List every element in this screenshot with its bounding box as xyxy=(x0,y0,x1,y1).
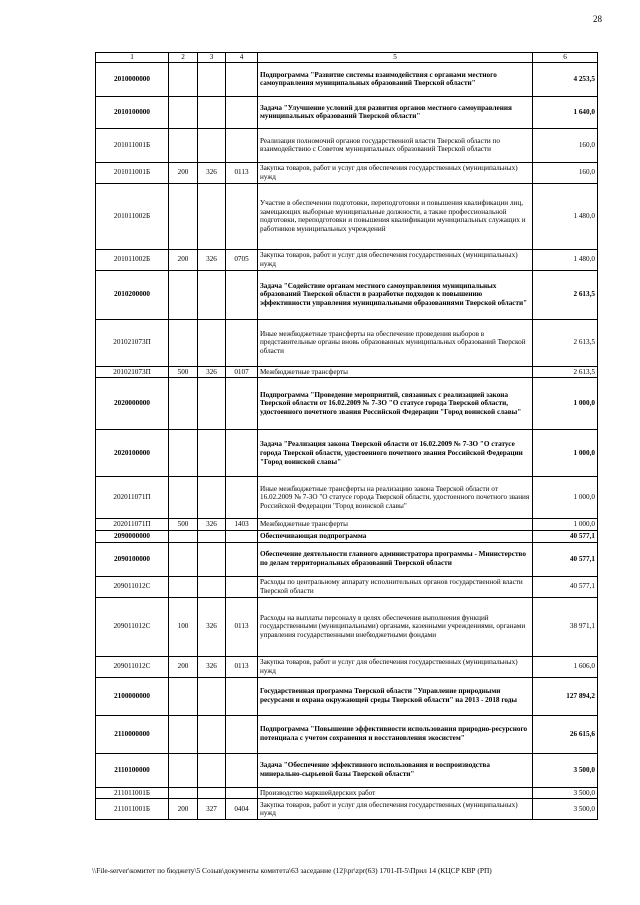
name-cell: Реализация полномочий органов государственной власти Тверской области по взаимодействию с Советом муниципальных образований Тверской области xyxy=(258,128,533,162)
ministry-code-cell xyxy=(198,62,226,96)
ministry-code-cell: 326 xyxy=(198,366,226,378)
section-cell: 0113 xyxy=(226,162,258,183)
column-header: 1 xyxy=(96,53,169,63)
name-cell: Иные межбюджетные трансферты на обеспечение проведения выборов в представительные органы вновь образованных муниципальных образований Тверской области xyxy=(258,319,533,366)
name-cell: Участие в обеспечении подготовки, переподготовки и повышения квалификации лиц, замещающих выборные муниципальные должности, а также профессиональной подготовки, переподготовки и повышения квалификации муниципальных служащих и работников муниципальных учреждений xyxy=(258,183,533,249)
expense-type-cell xyxy=(169,677,198,715)
table-row xyxy=(96,677,598,715)
amount-cell: 3 500,0 xyxy=(533,753,598,787)
ministry-code-cell xyxy=(198,430,226,477)
expense-type-cell: 500 xyxy=(169,366,198,378)
section-cell xyxy=(226,128,258,162)
code-cell: 209011012С xyxy=(96,597,169,656)
ministry-code-cell xyxy=(198,677,226,715)
ministry-code-cell: 326 xyxy=(198,519,226,531)
name-cell: Межбюджетные трансферты xyxy=(258,519,533,531)
table-body xyxy=(96,62,598,820)
name-cell: Межбюджетные трансферты xyxy=(258,366,533,378)
expense-type-cell xyxy=(169,787,198,799)
ministry-code-cell: 326 xyxy=(198,597,226,656)
table-row xyxy=(96,656,598,677)
name-cell: Обеспечивающая подпрограмма xyxy=(258,530,533,542)
ministry-code-cell: 327 xyxy=(198,799,226,820)
code-cell: 2020100000 xyxy=(96,430,169,477)
name-cell: Иные межбюджетные трансферты на реализацию закона Тверской области от 16.02.2009 № 7-ЗО "О статусе города Тверской области, удостоенного почетного звания Российской Федерации "Город воинской славы" xyxy=(258,477,533,519)
code-cell: 211011001Б xyxy=(96,787,169,799)
code-cell: 201011001Б xyxy=(96,128,169,162)
code-cell: 2010000000 xyxy=(96,62,169,96)
code-cell: 201011002Б xyxy=(96,183,169,249)
code-cell: 2100000000 xyxy=(96,677,169,715)
code-cell: 2090000000 xyxy=(96,530,169,542)
amount-cell: 3 500,0 xyxy=(533,799,598,820)
ministry-code-cell xyxy=(198,715,226,753)
expense-type-cell xyxy=(169,319,198,366)
code-cell: 209011012С xyxy=(96,656,169,677)
amount-cell: 1 000,0 xyxy=(533,378,598,430)
code-cell: 2110000000 xyxy=(96,715,169,753)
expense-type-cell: 200 xyxy=(169,162,198,183)
table-row xyxy=(96,128,598,162)
ministry-code-cell xyxy=(198,787,226,799)
section-cell xyxy=(226,753,258,787)
code-cell: 209011012С xyxy=(96,576,169,597)
amount-cell: 1 000,0 xyxy=(533,519,598,531)
page-number: 28 xyxy=(593,14,602,24)
code-cell: 201011001Б xyxy=(96,162,169,183)
expense-type-cell xyxy=(169,542,198,576)
ministry-code-cell xyxy=(198,319,226,366)
table-row xyxy=(96,319,598,366)
expense-type-cell: 200 xyxy=(169,799,198,820)
table-row xyxy=(96,597,598,656)
section-cell: 0705 xyxy=(226,249,258,270)
expense-type-cell xyxy=(169,576,198,597)
name-cell: Подпрограмма "Проведение мероприятий, связанных с реализацией закона Тверской области от 16.02.2009 № 7-ЗО "О статусе города Тверской области, удостоенного почетного звания Российской Федерации "Город воинской славы" xyxy=(258,378,533,430)
amount-cell: 2 613,5 xyxy=(533,319,598,366)
table-row xyxy=(96,378,598,430)
table-row xyxy=(96,62,598,96)
section-cell xyxy=(226,183,258,249)
amount-cell: 2 613,5 xyxy=(533,270,598,319)
code-cell: 2020000000 xyxy=(96,378,169,430)
section-cell xyxy=(226,430,258,477)
ministry-code-cell xyxy=(198,128,226,162)
expense-type-cell xyxy=(169,128,198,162)
amount-cell: 1 480,0 xyxy=(533,249,598,270)
name-cell: Закупка товаров, работ и услуг для обеспечения государственных (муниципальных) нужд xyxy=(258,656,533,677)
expense-type-cell xyxy=(169,96,198,128)
amount-cell: 1 640,0 xyxy=(533,96,598,128)
name-cell: Задача "Обеспечение эффективного использования и воспроизводства минерально-сырьевой базы Тверской области" xyxy=(258,753,533,787)
section-cell xyxy=(226,576,258,597)
table-row xyxy=(96,162,598,183)
expense-type-cell xyxy=(169,183,198,249)
name-cell: Задача "Улучшение условий для развития органов местного самоуправления муниципальных образований Тверской области" xyxy=(258,96,533,128)
ministry-code-cell xyxy=(198,576,226,597)
ministry-code-cell: 326 xyxy=(198,162,226,183)
code-cell: 2090100000 xyxy=(96,542,169,576)
ministry-code-cell xyxy=(198,270,226,319)
column-header: 3 xyxy=(198,53,226,63)
amount-cell: 40 577,1 xyxy=(533,542,598,576)
code-cell: 201021073П xyxy=(96,366,169,378)
ministry-code-cell xyxy=(198,542,226,576)
expense-type-cell xyxy=(169,378,198,430)
section-cell xyxy=(226,787,258,799)
ministry-code-cell: 326 xyxy=(198,656,226,677)
name-cell: Расходы на выплаты персоналу в целях обеспечения выполнения функций государственными (муниципальными) органами, казенными учреждениями, органами управления государственными внебюджетными фондами xyxy=(258,597,533,656)
expense-type-cell: 200 xyxy=(169,656,198,677)
section-cell xyxy=(226,62,258,96)
table-row xyxy=(96,576,598,597)
table-row xyxy=(96,477,598,519)
expense-type-cell xyxy=(169,62,198,96)
section-cell xyxy=(226,542,258,576)
section-cell xyxy=(226,319,258,366)
code-cell: 211011001Б xyxy=(96,799,169,820)
expense-type-cell: 100 xyxy=(169,597,198,656)
table-row xyxy=(96,249,598,270)
expense-type-cell xyxy=(169,753,198,787)
ministry-code-cell xyxy=(198,753,226,787)
budget-table xyxy=(95,52,598,820)
amount-cell: 160,0 xyxy=(533,128,598,162)
table-header-row xyxy=(96,53,598,63)
code-cell: 202011071П xyxy=(96,519,169,531)
code-cell: 2010200000 xyxy=(96,270,169,319)
expense-type-cell xyxy=(169,530,198,542)
amount-cell: 160,0 xyxy=(533,162,598,183)
name-cell: Закупка товаров, работ и услуг для обеспечения государственных (муниципальных) нужд xyxy=(258,799,533,820)
amount-cell: 40 577,1 xyxy=(533,530,598,542)
table-row xyxy=(96,430,598,477)
ministry-code-cell xyxy=(198,183,226,249)
amount-cell: 1 606,0 xyxy=(533,656,598,677)
section-cell: 0107 xyxy=(226,366,258,378)
expense-type-cell xyxy=(169,270,198,319)
expense-type-cell xyxy=(169,477,198,519)
ministry-code-cell xyxy=(198,378,226,430)
ministry-code-cell xyxy=(198,477,226,519)
name-cell: Расходы по центральному аппарату исполнительных органов государственной власти Тверской области xyxy=(258,576,533,597)
section-cell xyxy=(226,378,258,430)
section-cell xyxy=(226,270,258,319)
amount-cell: 1 480,0 xyxy=(533,183,598,249)
section-cell: 0113 xyxy=(226,656,258,677)
table-row xyxy=(96,183,598,249)
code-cell: 201021073П xyxy=(96,319,169,366)
section-cell xyxy=(226,715,258,753)
column-header: 5 xyxy=(258,53,533,63)
expense-type-cell xyxy=(169,715,198,753)
table-row xyxy=(96,753,598,787)
amount-cell: 40 577,1 xyxy=(533,576,598,597)
column-header: 4 xyxy=(226,53,258,63)
column-header: 2 xyxy=(169,53,198,63)
name-cell: Закупка товаров, работ и услуг для обеспечения государственных (муниципальных) нужд xyxy=(258,162,533,183)
amount-cell: 2 613,5 xyxy=(533,366,598,378)
ministry-code-cell xyxy=(198,530,226,542)
amount-cell: 4 253,5 xyxy=(533,62,598,96)
amount-cell: 26 615,6 xyxy=(533,715,598,753)
code-cell: 202011071П xyxy=(96,477,169,519)
section-cell xyxy=(226,677,258,715)
name-cell: Задача "Реализация закона Тверской области от 16.02.2009 № 7-ЗО "О статусе города Тверской области, удостоенного почетного звания Российской Федерации "Город воинской славы" xyxy=(258,430,533,477)
table-row xyxy=(96,542,598,576)
name-cell: Задача "Содействие органам местного самоуправления муниципальных образований Тверской области в разработке подходов к повышению эффективности управления муниципальными образованиями Тверской области" xyxy=(258,270,533,319)
section-cell xyxy=(226,477,258,519)
section-cell: 0404 xyxy=(226,799,258,820)
amount-cell: 3 500,0 xyxy=(533,787,598,799)
amount-cell: 1 000,0 xyxy=(533,477,598,519)
table-row xyxy=(96,96,598,128)
table-row xyxy=(96,715,598,753)
column-header: 6 xyxy=(533,53,598,63)
name-cell: Подпрограмма "Повышение эффективности использования природно-ресурсного потенциала с учетом сохранения и восстановления экосистем" xyxy=(258,715,533,753)
expense-type-cell xyxy=(169,430,198,477)
table-row xyxy=(96,519,598,531)
expense-type-cell: 500 xyxy=(169,519,198,531)
table-row xyxy=(96,530,598,542)
expense-type-cell: 200 xyxy=(169,249,198,270)
ministry-code-cell: 326 xyxy=(198,249,226,270)
section-cell xyxy=(226,96,258,128)
name-cell: Производство маркшейдерских работ xyxy=(258,787,533,799)
amount-cell: 1 000,0 xyxy=(533,430,598,477)
section-cell: 1403 xyxy=(226,519,258,531)
table-row xyxy=(96,787,598,799)
section-cell xyxy=(226,530,258,542)
name-cell: Подпрограмма "Развитие системы взаимодействия с органами местного самоуправления муниципальных образований Тверской области" xyxy=(258,62,533,96)
amount-cell: 127 894,2 xyxy=(533,677,598,715)
ministry-code-cell xyxy=(198,96,226,128)
name-cell: Обеспечение деятельности главного администратора программы - Министерство по делам территориальных образований Тверской области xyxy=(258,542,533,576)
file-path-footer: \\File-server\комитет по бюджету\5 Созыв\документы комитета\63 заседание (12)\pr\zpr(63) 1701-П-5\Прил 14 (КЦСР КВР (РП) xyxy=(92,866,492,875)
name-cell: Закупка товаров, работ и услуг для обеспечения государственных (муниципальных) нужд xyxy=(258,249,533,270)
name-cell: Государственная программа Тверской области "Управление природными ресурсами и охрана окружающей среды Тверской области" на 2013 - 2018 годы xyxy=(258,677,533,715)
code-cell: 201011002Б xyxy=(96,249,169,270)
section-cell: 0113 xyxy=(226,597,258,656)
table-row xyxy=(96,799,598,820)
code-cell: 2010100000 xyxy=(96,96,169,128)
code-cell: 2110100000 xyxy=(96,753,169,787)
amount-cell: 38 971,1 xyxy=(533,597,598,656)
table-row xyxy=(96,366,598,378)
table-row xyxy=(96,270,598,319)
